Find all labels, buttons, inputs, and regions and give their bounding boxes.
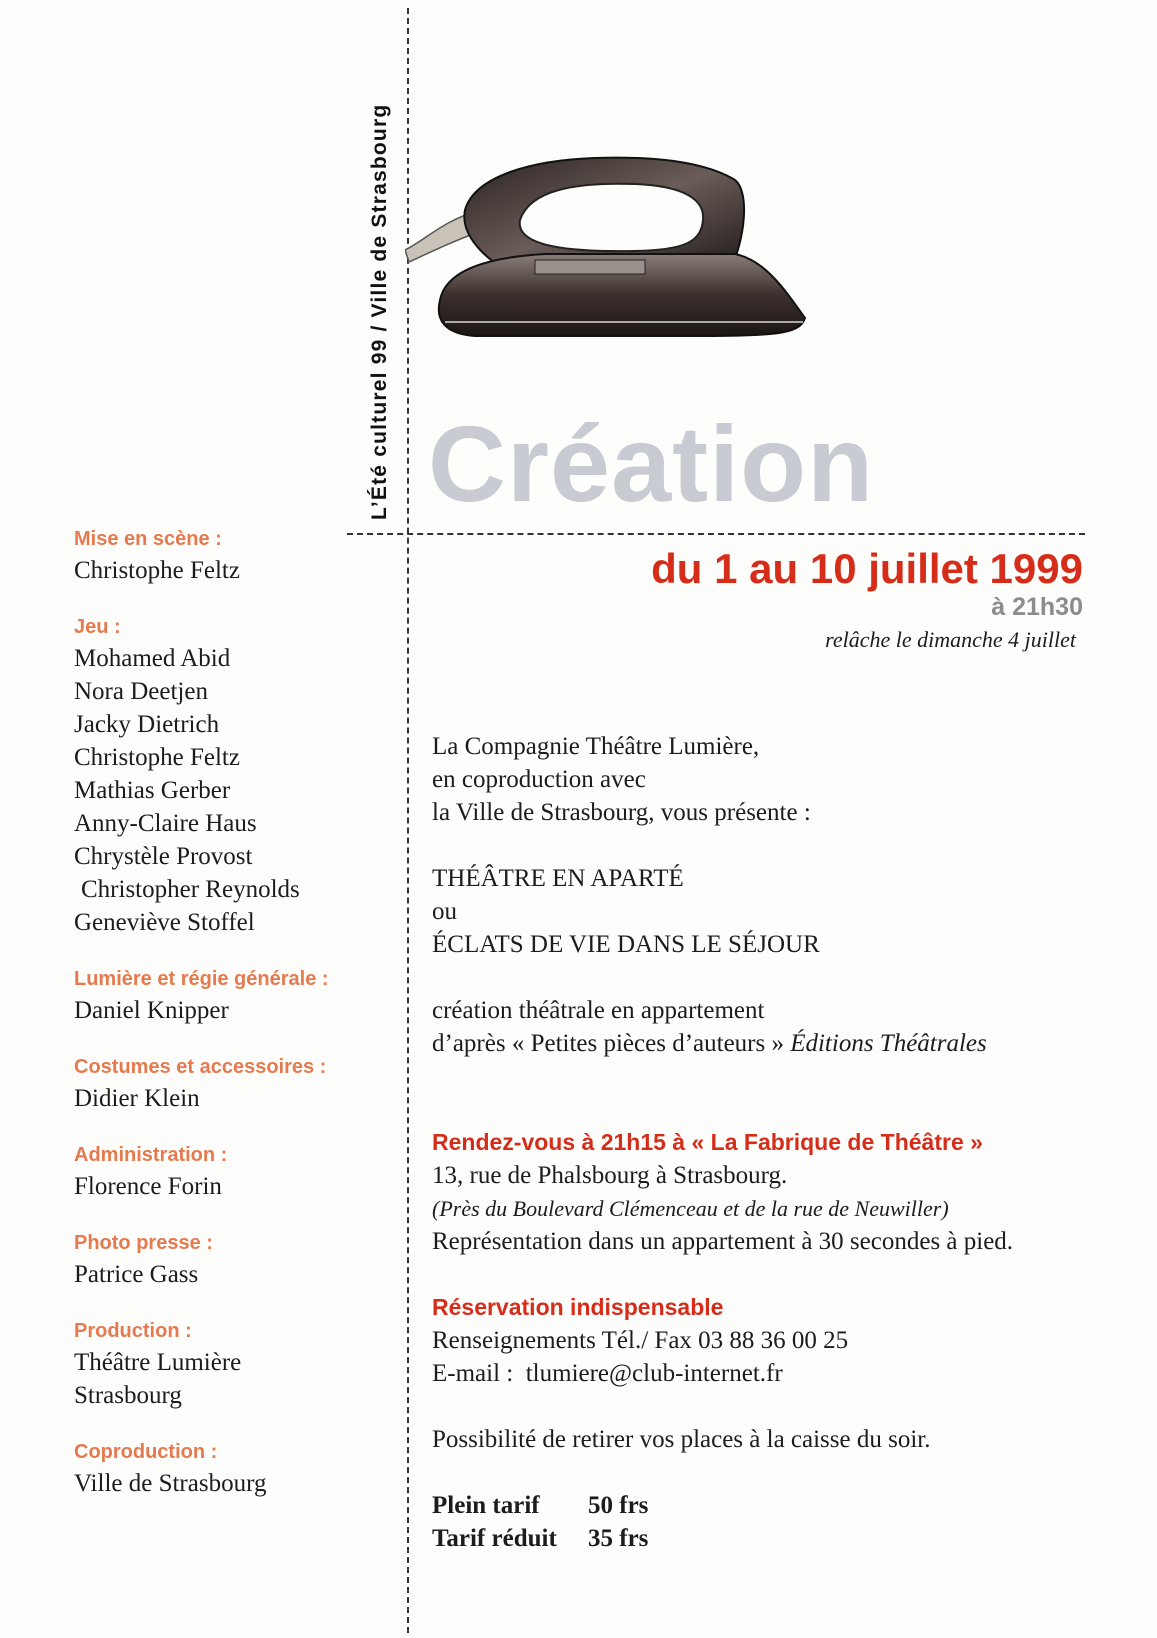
contact-email: E-mail : tlumiere@club-internet.fr — [432, 1360, 783, 1387]
credit-name: Christophe Feltz — [74, 744, 240, 771]
creation-block — [432, 994, 1122, 1060]
credit-photo — [74, 1232, 374, 1291]
intro-line: en coproduction avec — [432, 766, 646, 793]
credit-name: Jacky Dietrich — [74, 711, 220, 738]
credit-name: Théâtre Lumière — [74, 1349, 242, 1376]
credit-name: Anny-Claire Haus — [74, 810, 257, 837]
credit-label: Administration : — [74, 1144, 228, 1166]
credit-costumes — [74, 1056, 374, 1115]
event-time: à 21h30 — [991, 593, 1083, 621]
credit-name: Patrice Gass — [74, 1261, 199, 1288]
credit-name: Christophe Feltz — [74, 557, 240, 584]
rendezvous-block — [432, 1126, 1122, 1258]
credit-name: Didier Klein — [74, 1085, 200, 1112]
credit-cast — [74, 616, 374, 939]
credit-name: Daniel Knipper — [74, 997, 229, 1024]
play-title-line: ou — [432, 898, 457, 925]
credit-label: Costumes et accessoires : — [74, 1056, 327, 1078]
price-label: Plein tarif — [432, 1492, 540, 1519]
event-dates: du 1 au 10 juillet 1999 — [651, 545, 1083, 592]
credit-label: Production : — [74, 1320, 192, 1342]
credit-coproduction — [74, 1441, 374, 1500]
credit-label: Jeu : — [74, 616, 121, 638]
intro-line: la Ville de Strasbourg, vous présente : — [432, 799, 811, 826]
credit-name: Chrystèle Provost — [74, 843, 253, 870]
play-title-line: THÉÂTRE EN APARTÉ — [432, 865, 684, 892]
reservation-heading: Réservation indispensable — [432, 1294, 724, 1320]
credit-name: Florence Forin — [74, 1173, 222, 1200]
box-office-note: Possibilité de retirer vos places à la caisse du soir. — [432, 1426, 931, 1453]
credit-name: Geneviève Stoffel — [74, 909, 255, 936]
iron-image — [405, 150, 825, 345]
credit-name: Strasbourg — [74, 1382, 182, 1409]
credit-name: Christopher Reynolds — [81, 876, 300, 903]
creation-source: d’après « Petites pièces d’auteurs » — [432, 1030, 791, 1057]
closure-note: relâche le dimanche 4 juillet — [825, 627, 1076, 652]
play-title-block — [432, 862, 1122, 961]
page-title: Création — [428, 403, 875, 524]
publisher-name: Éditions Théâtrales — [790, 1030, 987, 1057]
credit-label: Mise en scène : — [74, 528, 222, 550]
venue-address: 13, rue de Phalsbourg à Strasbourg. — [432, 1162, 788, 1189]
venue-directions: (Près du Boulevard Clémenceau et de la rue de Neuwiller) — [432, 1196, 949, 1221]
play-title-line: ÉCLATS DE VIE DANS LE SÉJOUR — [432, 931, 820, 958]
credit-label: Photo presse : — [74, 1232, 213, 1254]
reservation-block — [432, 1291, 1122, 1390]
vertical-banner: L’Été culturel 99 / Ville de Strasbourg — [368, 103, 391, 520]
contact-phone: Renseignements Tél./ Fax 03 88 36 00 25 — [432, 1327, 849, 1354]
venue-note: Représentation dans un appartement à 30 secondes à pied. — [432, 1228, 1014, 1255]
price-row — [432, 1489, 1122, 1522]
credit-name: Nora Deetjen — [74, 678, 208, 705]
main-content — [432, 730, 1122, 1555]
creation-line — [432, 1027, 1122, 1060]
credit-directing — [74, 528, 374, 587]
price-label: Tarif réduit — [432, 1525, 557, 1552]
rendezvous-heading: Rendez-vous à 21h15 à « La Fabrique de Théâtre » — [432, 1129, 983, 1155]
credit-name: Mathias Gerber — [74, 777, 231, 804]
credit-administration — [74, 1144, 374, 1203]
credit-production — [74, 1320, 374, 1412]
price-value: 35 frs — [588, 1525, 649, 1552]
horizontal-dashed-line — [347, 533, 1085, 535]
creation-line: création théâtrale en appartement — [432, 997, 765, 1024]
price-row — [432, 1522, 1122, 1555]
credits-column — [74, 528, 374, 1500]
credit-lighting — [74, 968, 374, 1027]
price-list — [432, 1489, 1122, 1555]
credit-label: Coproduction : — [74, 1441, 218, 1463]
intro-block — [432, 730, 1122, 829]
credit-label: Lumière et régie générale : — [74, 968, 329, 990]
credit-name: Mohamed Abid — [74, 645, 231, 672]
credit-name: Ville de Strasbourg — [74, 1470, 267, 1497]
intro-line: La Compagnie Théâtre Lumière, — [432, 733, 760, 760]
price-value: 50 frs — [588, 1492, 649, 1519]
